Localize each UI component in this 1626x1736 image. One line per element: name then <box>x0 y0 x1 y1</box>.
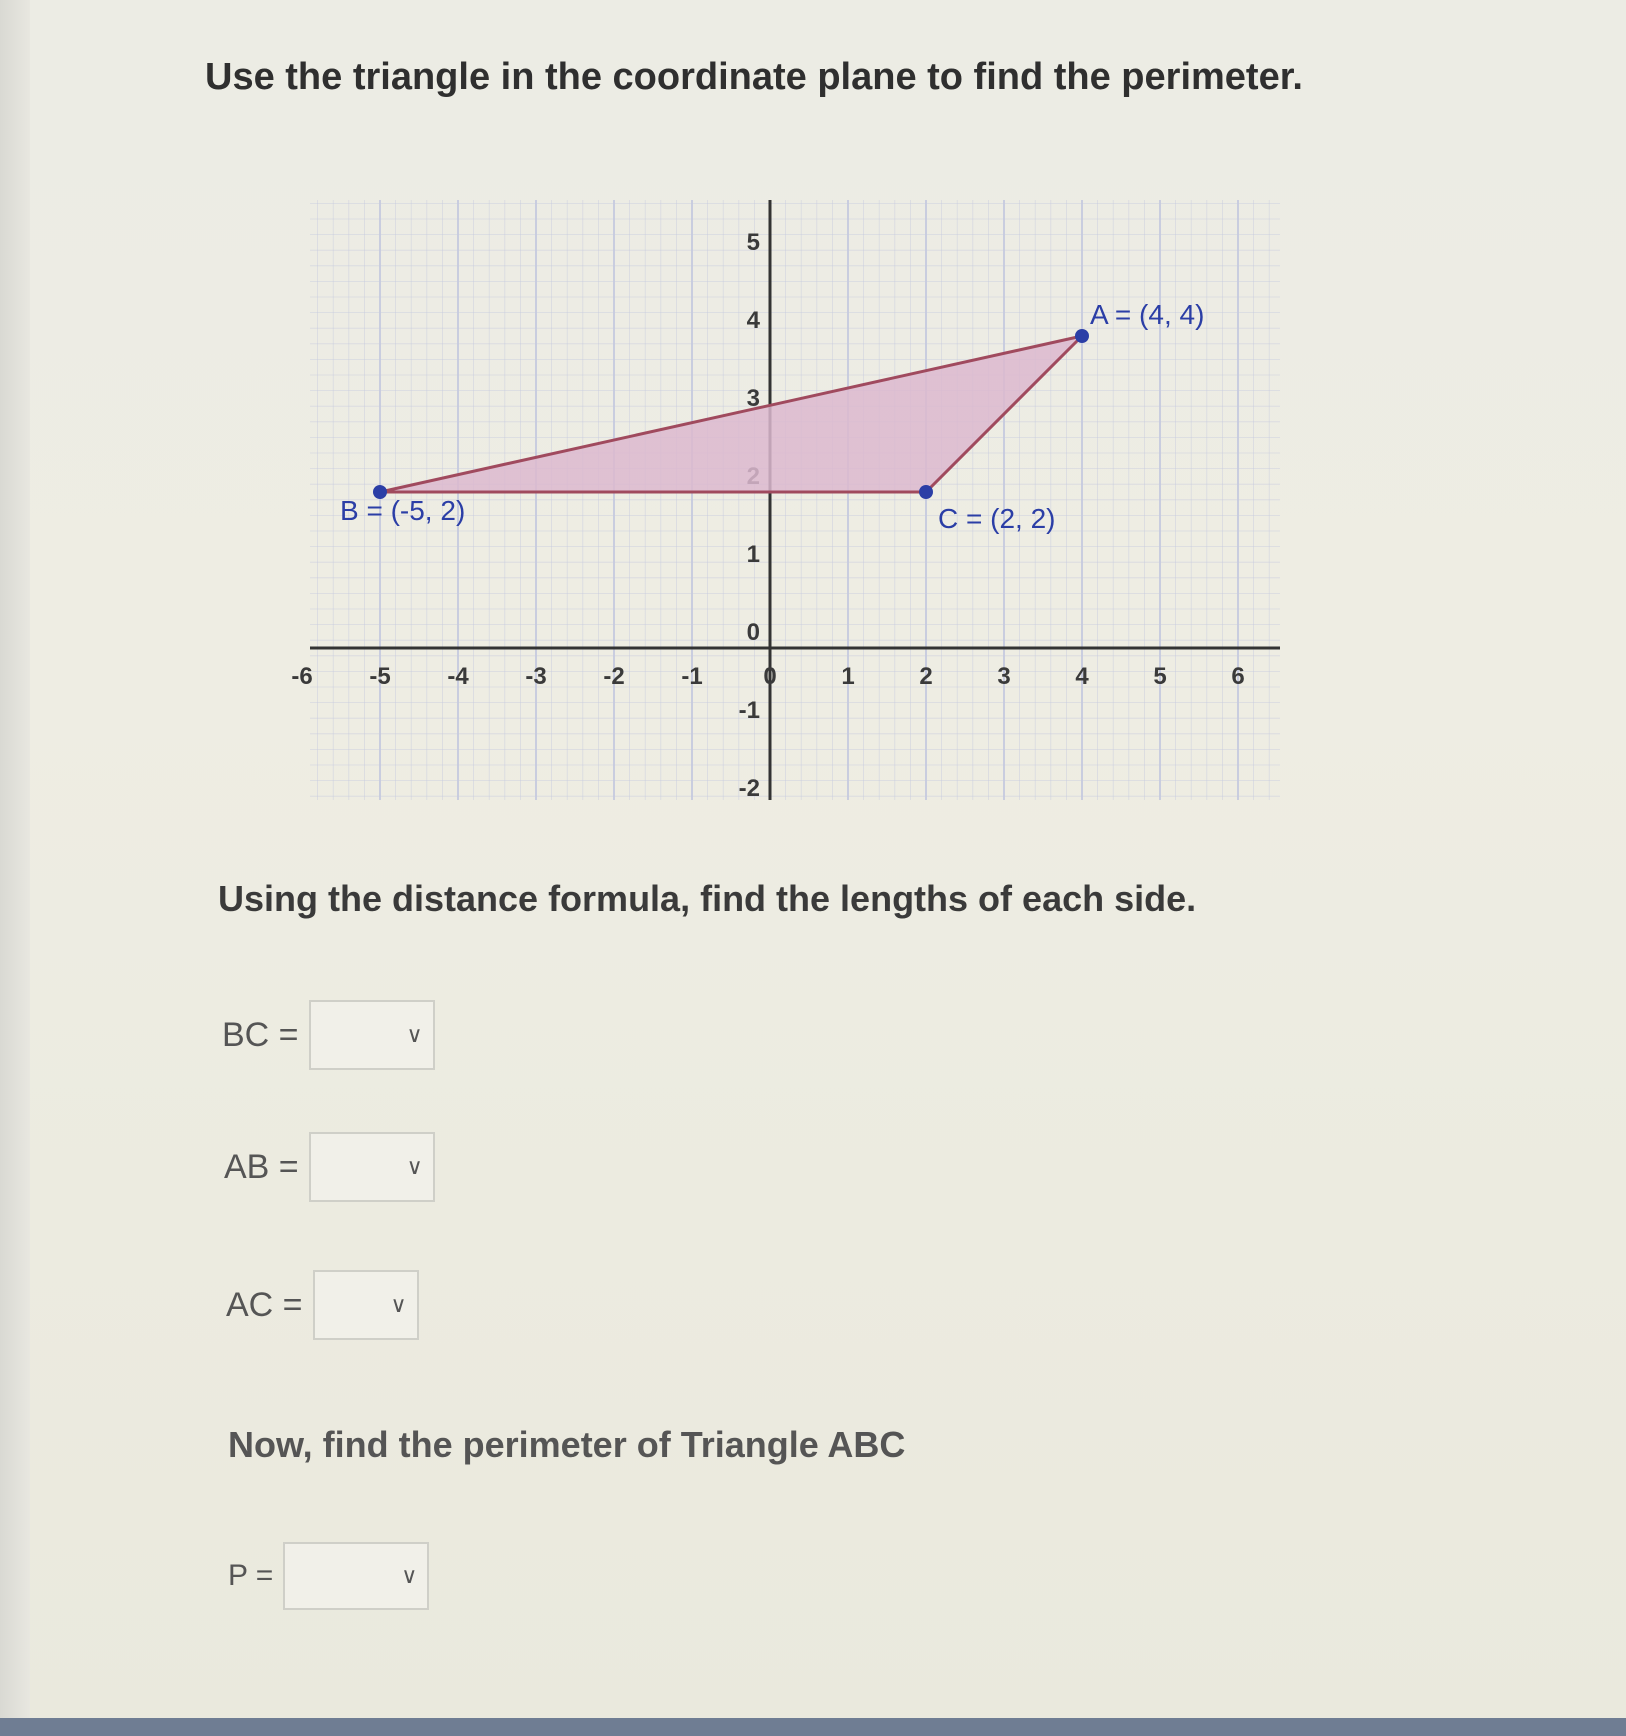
x-tick-label: 3 <box>997 663 1011 690</box>
point-c <box>919 485 933 499</box>
y-tick-label: 1 <box>746 541 760 568</box>
ac-label: AC = <box>226 1285 303 1324</box>
x-tick-label: -5 <box>369 663 391 690</box>
x-tick-label: -2 <box>603 663 625 690</box>
chevron-down-icon: ∨ <box>401 1563 418 1588</box>
x-tick-label: 2 <box>919 663 933 690</box>
x-tick-label: -6 <box>291 663 313 690</box>
x-tick-label: 5 <box>1153 663 1167 690</box>
perimeter-dropdown[interactable] <box>283 1542 429 1610</box>
ab-answer-row <box>224 1132 435 1202</box>
y-tick-label: 5 <box>746 229 760 256</box>
point-a <box>1075 329 1089 343</box>
y-tick-label: 3 <box>746 385 760 412</box>
chevron-down-icon: ∨ <box>406 1022 423 1047</box>
p-label: P = <box>228 1559 274 1592</box>
x-tick-label: 1 <box>841 663 855 690</box>
distance-formula-prompt: Using the distance formula, find the lengths of each side. <box>218 878 1197 919</box>
ab-dropdown[interactable] <box>309 1132 435 1202</box>
ab-label: AB = <box>224 1147 299 1186</box>
ac-answer-row <box>226 1270 419 1340</box>
x-tick-label: -1 <box>681 663 703 690</box>
point-label-a: A = (4, 4) <box>1090 299 1205 330</box>
ac-dropdown[interactable] <box>313 1270 419 1340</box>
y-tick-label: -1 <box>738 697 760 724</box>
x-tick-label: 0 <box>763 663 777 690</box>
x-tick-label: 6 <box>1231 663 1245 690</box>
coordinate-plane <box>291 200 1300 820</box>
perimeter-answer-row <box>228 1542 429 1610</box>
bc-dropdown[interactable] <box>309 1000 435 1070</box>
chevron-down-icon: ∨ <box>390 1292 407 1317</box>
x-tick-label: -3 <box>525 663 547 690</box>
question-title: Use the triangle in the coordinate plane to find the perimeter. <box>205 56 1303 98</box>
bottom-toolbar-edge <box>0 1718 1626 1736</box>
perimeter-prompt: Now, find the perimeter of Triangle ABC <box>228 1424 906 1465</box>
page-edge-shadow <box>0 0 30 1736</box>
y-tick-label: -2 <box>738 775 760 802</box>
y-tick-label: 4 <box>746 307 760 334</box>
chevron-down-icon: ∨ <box>406 1154 423 1179</box>
point-label-b: B = (-5, 2) <box>340 495 466 526</box>
x-tick-label: -4 <box>447 663 469 690</box>
y-tick-label: 0 <box>746 619 760 646</box>
x-tick-label: 4 <box>1075 663 1089 690</box>
bc-answer-row <box>222 1000 435 1070</box>
point-label-c: C = (2, 2) <box>938 503 1056 534</box>
bc-label: BC = <box>222 1015 299 1054</box>
